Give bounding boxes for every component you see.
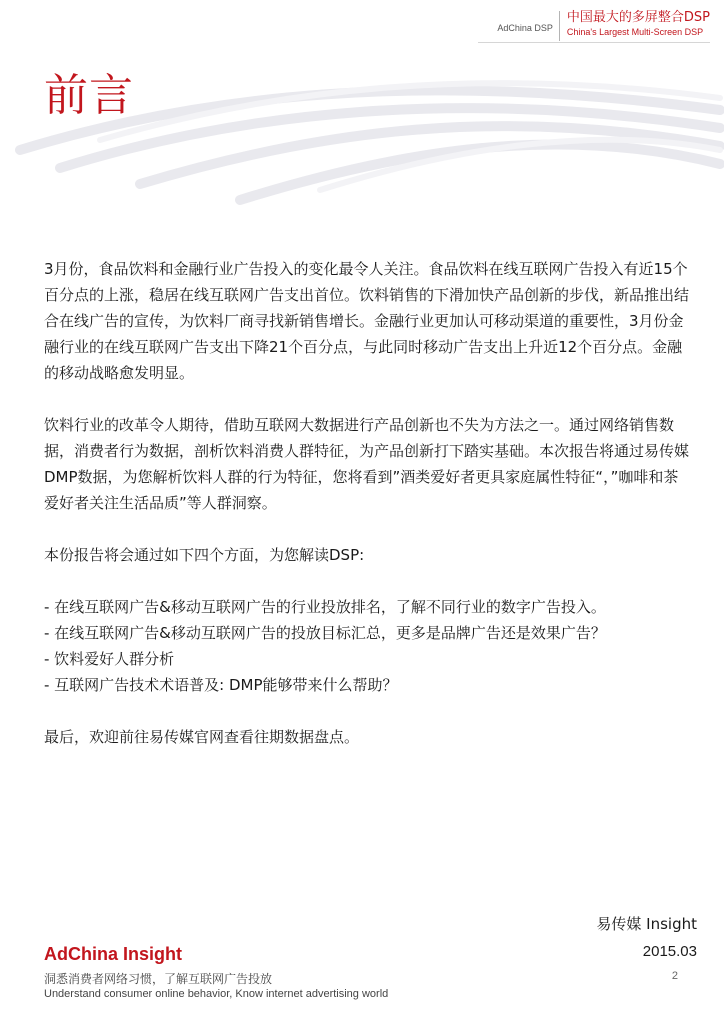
header-tagline-en: China's Largest Multi-Screen DSP xyxy=(566,27,704,37)
header-rule xyxy=(478,42,710,43)
paragraph-outline-lead: 本份报告将会通过如下四个方面，为您解读DSP: xyxy=(44,546,365,564)
paragraph-closing: 最后，欢迎前往易传媒官网查看往期数据盘点。 xyxy=(44,728,360,746)
list-item: - 饮料爱好人群分析 xyxy=(44,650,175,668)
paragraph-intro: 3月份，食品饮料和金融行业广告投入的变化最令人关注。食品饮料在线互联网广告投入有近15个百分点的上涨，稳居在线互联网广告支出首位。饮料销售的下滑加快产品创新的步伐，新品推出结合在线广告的宣传，为饮料厂商寻找新销售增长。金融行业更加认可移动渠道的重要性，3月份金融行业的在线互联网广告支出下降21个百分点，与此同时移动广告支出上升近12个百分点。金融的移动战略愈发明显。 xyxy=(44,260,690,382)
header-divider xyxy=(559,11,560,41)
page-title: 前言 xyxy=(44,70,134,121)
paragraph-beverage: 饮料行业的改革令人期待，借助互联网大数据进行产品创新也不失为方法之一。通过网络销售数据，消费者行为数据，剖析饮料消费人群特征，为产品创新打下踏实基础。本次报告将通过易传媒DMP数据，为您解析饮料人群的行为特征，您将看到”酒类爱好者更具家庭属性特征“，”咖啡和茶爱好者关注生活品质”等人群洞察。 xyxy=(44,416,690,512)
signature-date: 2015.03 xyxy=(642,943,697,960)
footer-brand-logo: AdChina Insight xyxy=(44,944,182,964)
header-branding xyxy=(497,9,710,41)
body-text xyxy=(44,256,690,750)
header-tagline-cn: 中国最大的多屏整合DSP xyxy=(566,10,710,25)
outline-list xyxy=(44,594,690,698)
list-item: - 互联网广告技术术语普及: DMP能够带来什么帮助？ xyxy=(44,676,398,694)
header-tagline xyxy=(567,9,710,38)
list-item: - 在线互联网广告&移动互联网广告的投放目标汇总，更多是品牌广告还是效果广告？ xyxy=(44,624,606,642)
list-item: - 在线互联网广告&移动互联网广告的行业投放排名，了解不同行业的数字广告投入。 xyxy=(44,598,606,616)
header-brand: AdChina DSP xyxy=(497,23,553,33)
footer-tagline-cn: 洞悉消费者网络习惯，了解互联网广告投放 xyxy=(44,972,273,986)
footer-tagline-en: Understand consumer online behavior, Know internet advertising world xyxy=(44,988,389,1000)
page-number: 2 xyxy=(671,970,678,982)
signature-name: 易传媒 Insight xyxy=(596,915,697,933)
